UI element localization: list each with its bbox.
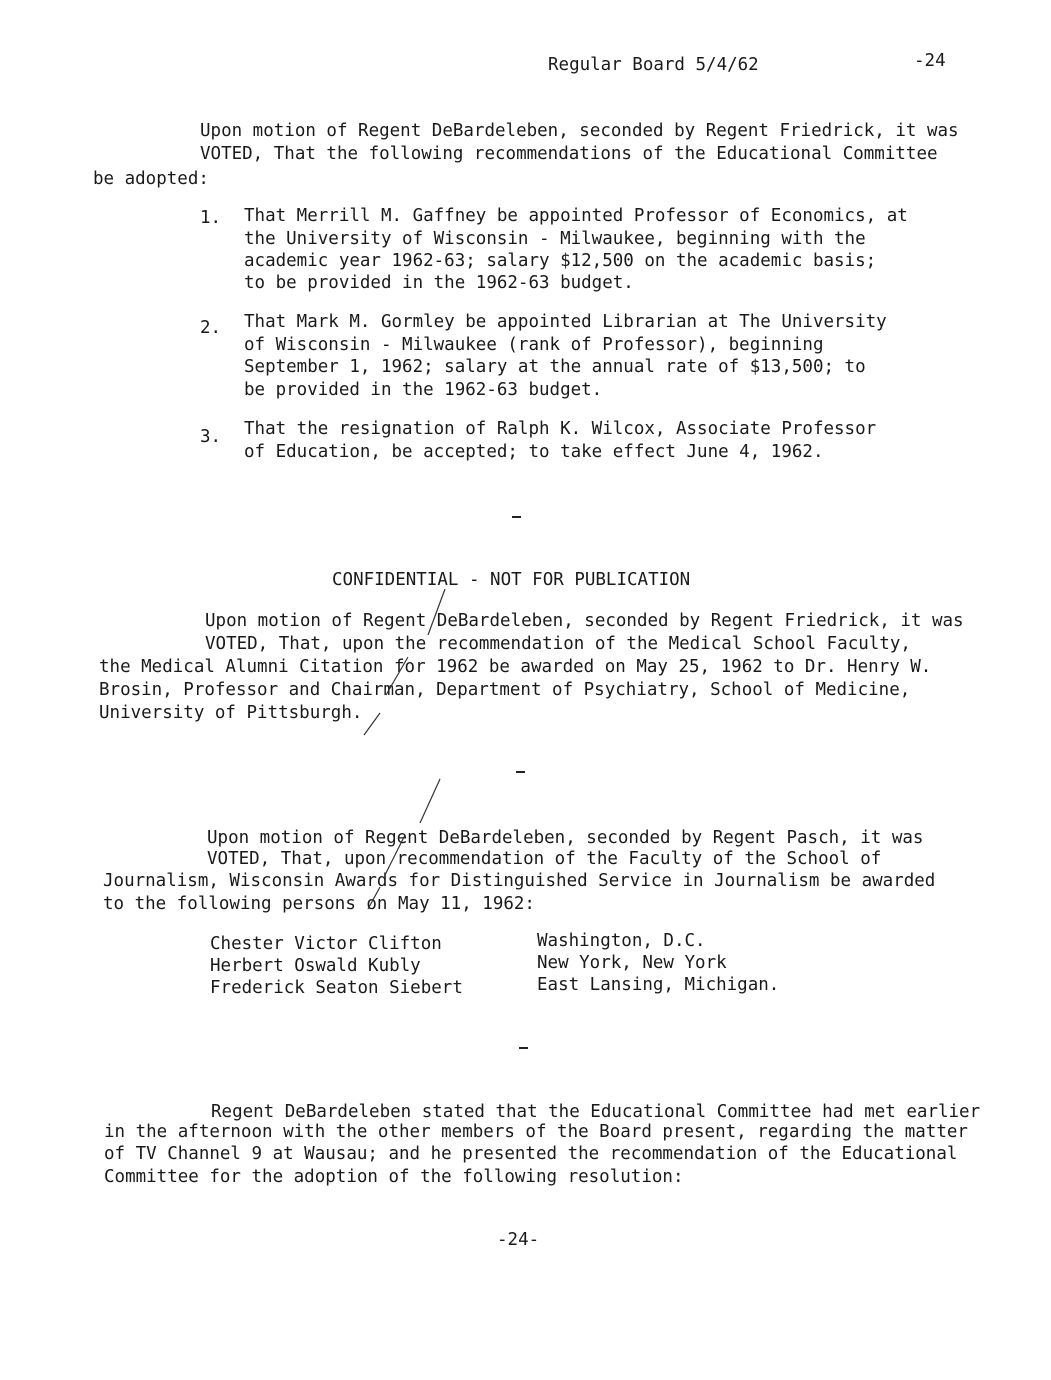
section1-line: Upon motion of Regent DeBardeleben, seconded by Regent Friedrick, it was [200,121,959,141]
item-number: 2. [200,318,222,338]
section3-line: VOTED, That, upon recommendation of the Faculty of the School of [207,849,882,869]
section4-line: Regent DeBardeleben stated that the Educational Committee had met earlier [211,1102,981,1122]
section1-line: VOTED, That the following recommendations of the Educational Committee [200,144,938,164]
item-line: That Merrill M. Gaffney be appointed Professor of Economics, at [244,206,908,226]
item-line: to be provided in the 1962-63 budget. [244,273,634,293]
section1-line: be adopted: [93,169,209,189]
section4-line: Committee for the adoption of the following resolution: [104,1167,684,1187]
section3-line: to the following persons on May 11, 1962: [103,894,535,914]
section4-line: in the afternoon with the other members of the Board present, regarding the matter [104,1122,968,1142]
item-line: That the resignation of Ralph K. Wilcox, Associate Professor [244,419,877,439]
section2-line: University of Pittsburgh. [99,703,363,723]
item-line: of Wisconsin - Milwaukee (rank of Professor), beginning [244,335,824,355]
section4-line: of TV Channel 9 at Wausau; and he presented the recommendation of the Educational [104,1144,958,1164]
section2-line: Upon motion of Regent DeBardeleben, seconded by Regent Friedrick, it was [205,611,964,631]
pen-mark-slash [330,775,450,915]
item-line: academic year 1962-63; salary $12,500 on the academic basis; [244,251,877,271]
awardee-name: Frederick Seaton Siebert [210,978,463,998]
confidential-heading: CONFIDENTIAL - NOT FOR PUBLICATION [332,570,691,590]
pen-mark-slash [330,585,450,745]
item-line: be provided in the 1962-63 budget. [244,380,603,400]
awardee-location: New York, New York [537,953,727,973]
section2-line: VOTED, That, upon the recommendation of the Medical School Faculty, [205,634,911,654]
header-page-number: -24 [914,51,946,71]
item-line: September 1, 1962; salary at the annual rate of $13,500; to [244,357,866,377]
item-line: of Education, be accepted; to take effect June 4, 1962. [244,442,824,462]
section-divider [516,771,525,773]
section2-line: Brosin, Professor and Chairman, Department of Psychiatry, School of Medicine, [99,680,911,700]
awardee-location: East Lansing, Michigan. [537,975,780,995]
section-divider [512,516,521,518]
section2-line: the Medical Alumni Citation for 1962 be awarded on May 25, 1962 to Dr. Henry W. [99,657,932,677]
section3-line: Upon motion of Regent DeBardeleben, seconded by Regent Pasch, it was [207,828,924,848]
item-number: 1. [200,208,222,228]
section-divider [519,1047,528,1049]
footer-page-number: -24- [497,1230,540,1250]
item-line: That Mark M. Gormley be appointed Librarian at The University [244,312,887,332]
section3-line: Journalism, Wisconsin Awards for Distinguished Service in Journalism be awarded [103,871,936,891]
item-line: the University of Wisconsin - Milwaukee, beginning with the [244,229,866,249]
item-number: 3. [200,427,222,447]
awardee-name: Herbert Oswald Kubly [210,956,421,976]
document-header-title: Regular Board 5/4/62 [548,55,759,75]
awardee-location: Washington, D.C. [537,931,706,951]
awardee-name: Chester Victor Clifton [210,934,442,954]
